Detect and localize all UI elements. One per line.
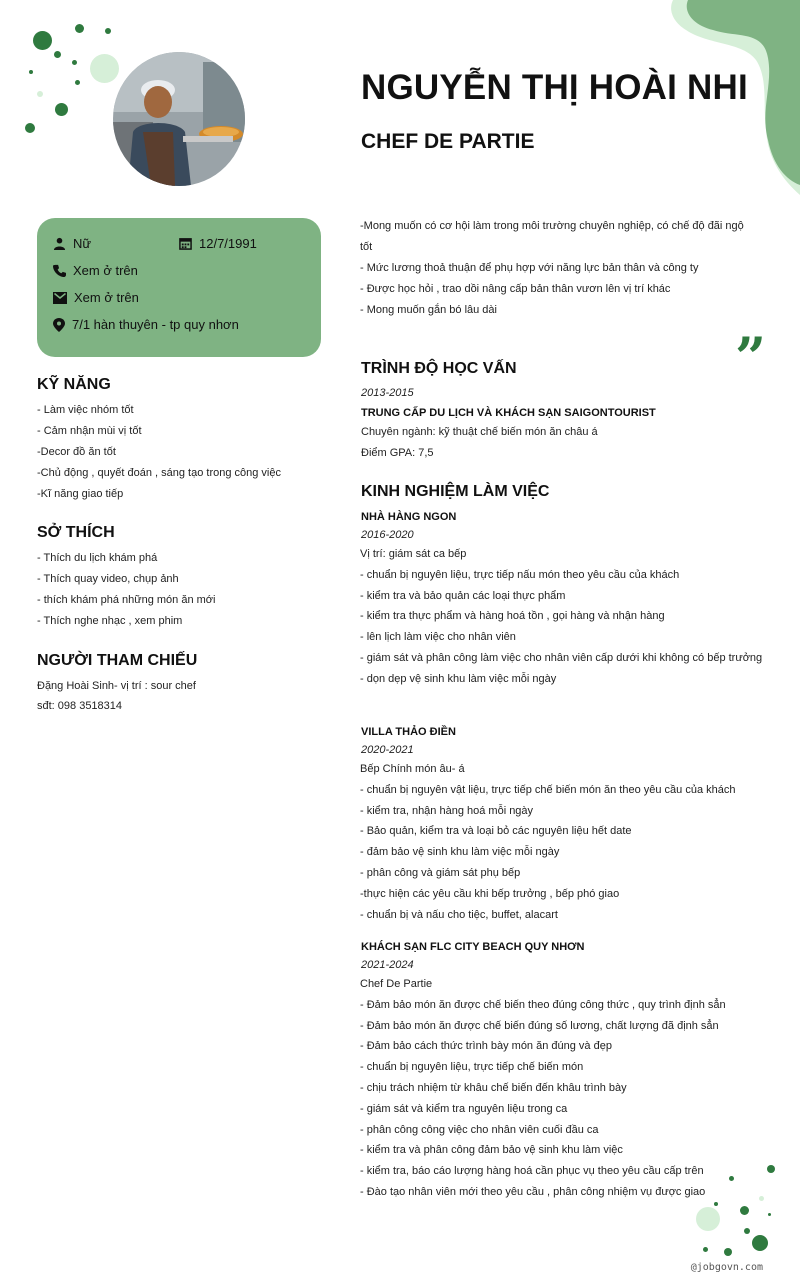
- list-item: - Mong muốn gắn bó lâu dài: [360, 304, 497, 316]
- list-item: - Làm việc nhóm tốt: [37, 404, 134, 416]
- job-duties-list: [360, 544, 763, 690]
- address-value: 7/1 hàn thuyên - tp quy nhơn: [72, 317, 239, 332]
- list-item: - Đào tạo nhân viên mới theo yêu cầu , phân công nhiệm vụ được giao: [360, 1185, 706, 1198]
- education-major: Chuyên ngành: kỹ thuật chế biến món ăn châu á: [361, 426, 598, 438]
- decor-dot: [75, 24, 84, 33]
- calendar-icon: [179, 237, 192, 250]
- list-item: - Đảm bảo cách thức trình bày món ăn đúng và đẹp: [360, 1040, 612, 1053]
- job-period: 2020-2021: [361, 744, 414, 756]
- references-title: NGƯỜI THAM CHIẾU: [37, 652, 198, 669]
- list-item: - dọn dẹp vệ sinh khu làm việc mỗi ngày: [360, 672, 557, 685]
- skills-list: [37, 400, 281, 505]
- list-item: - phân công công việc cho nhân viên cuối đầu ca: [360, 1123, 599, 1136]
- list-item: - giám sát và phân công làm việc cho nhân viên cấp dưới khi không có bếp trưởng: [360, 651, 763, 664]
- decor-dot: [703, 1247, 708, 1252]
- decor-dot: [767, 1165, 775, 1173]
- gender-value: Nữ: [73, 236, 92, 251]
- hobbies-title: SỞ THÍCH: [37, 524, 115, 541]
- phone-icon: [53, 264, 66, 277]
- phone-row: [53, 263, 138, 278]
- list-item: Bếp Chính món âu- á: [360, 763, 465, 775]
- list-item: - Đảm bảo món ăn được chế biến theo đúng công thức , quy trình định sẳn: [360, 998, 726, 1011]
- list-item: - kiểm tra, báo cáo lượng hàng hoá cần phục vụ theo yêu cầu cấp trên: [360, 1165, 704, 1178]
- list-item: - Thích nghe nhạc , xem phim: [37, 615, 183, 627]
- list-item: - Đảm bảo món ăn được chế biến đúng số lương, chất lượng đã định sẳn: [360, 1019, 719, 1032]
- list-item: - chuẩn bị và nấu cho tiệc, buffet, alacart: [360, 908, 558, 921]
- decor-dot: [740, 1206, 749, 1215]
- list-item: - kiểm tra thực phẩm và hàng hoá tồn , gọi hàng và nhận hàng: [360, 610, 665, 623]
- job-duties-list: [360, 974, 763, 1203]
- list-item: - kiểm tra và bảo quản các loại thực phẩm: [360, 589, 566, 602]
- education-gpa: Điểm GPA: 7,5: [361, 447, 434, 459]
- list-item: - thích khám phá những món ăn mới: [37, 594, 216, 606]
- list-item: Đặng Hoài Sinh- vị trí : sour chef: [37, 680, 196, 692]
- job-company: VILLA THẢO ĐIỀN: [361, 726, 456, 738]
- quote-mark-icon: ”: [735, 325, 767, 389]
- decor-dot: [29, 70, 33, 74]
- list-item: -Chủ động , quyết đoán , sáng tạo trong công việc: [37, 467, 281, 479]
- mail-icon: [53, 292, 67, 304]
- decor-dot: [696, 1207, 720, 1231]
- list-item: Vị trí: giám sát ca bếp: [360, 548, 467, 560]
- decor-dot: [54, 51, 61, 58]
- decor-dot: [90, 54, 119, 83]
- person-icon: [53, 237, 66, 250]
- contact-info-card: [37, 218, 321, 357]
- list-item: tốt: [360, 241, 373, 253]
- list-item: -thực hiện các yêu cầu khi bếp trưởng , bếp phó giao: [360, 887, 620, 900]
- watermark: @jobgovn.com: [690, 1262, 763, 1273]
- location-pin-icon: [53, 318, 65, 332]
- education-title: TRÌNH ĐỘ HỌC VẤN: [361, 360, 517, 377]
- decor-dot: [72, 60, 77, 65]
- job-company: KHÁCH SẠN FLC CITY BEACH QUY NHƠN: [361, 941, 585, 953]
- avatar: [113, 52, 245, 186]
- list-item: - Thích quay video, chụp ảnh: [37, 573, 179, 585]
- decor-dot: [55, 103, 68, 116]
- list-item: -Decor đồ ăn tốt: [37, 446, 116, 458]
- list-item: - đảm bảo vệ sinh khu làm việc mỗi ngày: [360, 846, 560, 859]
- list-item: sđt: 098 3518314: [37, 700, 123, 712]
- birthday-value: 12/7/1991: [199, 236, 257, 251]
- decor-dot: [105, 28, 111, 34]
- list-item: - phân công và giám sát phụ bếp: [360, 866, 521, 879]
- birthday-row: [179, 236, 257, 251]
- list-item: -Mong muốn có cơ hội làm trong môi trường chuyên nghiệp, có chế độ đãi ngộ: [360, 220, 744, 232]
- gender-row: [53, 236, 91, 251]
- list-item: - Thích du lịch khám phá: [37, 552, 158, 564]
- address-row: [53, 317, 239, 332]
- list-item: - chuẩn bị nguyên liệu, trực tiếp chế biến món: [360, 1061, 584, 1074]
- list-item: - lên lịch làm việc cho nhân viên: [360, 631, 516, 644]
- list-item: - giám sát và kiểm tra nguyên liệu trong ca: [360, 1102, 568, 1115]
- list-item: - chịu trách nhiệm từ khâu chế biến đến khâu trình bày: [360, 1081, 627, 1094]
- list-item: -Kĩ năng giao tiếp: [37, 488, 124, 500]
- skills-title: KỸ NĂNG: [37, 376, 111, 393]
- decor-dot: [724, 1248, 732, 1256]
- career-objectives: [360, 216, 744, 321]
- job-duties-list: [360, 759, 763, 925]
- decor-dot: [768, 1213, 771, 1216]
- decor-dot: [37, 91, 43, 97]
- decor-dot: [75, 80, 80, 85]
- list-item: Chef De Partie: [360, 978, 433, 990]
- hobbies-list: [37, 548, 215, 632]
- job-title: CHEF DE PARTIE: [361, 130, 535, 153]
- list-item: - chuẩn bị nguyên liệu, trực tiếp nấu món theo yêu cầu của khách: [360, 568, 680, 581]
- candidate-name: NGUYỄN THỊ HOÀI NHI: [361, 68, 748, 107]
- decor-dot: [752, 1235, 768, 1251]
- list-item: - kiểm tra, nhận hàng hoá mỗi ngày: [360, 804, 534, 817]
- job-period: 2016-2020: [361, 529, 414, 541]
- list-item: - Cảm nhận mùi vị tốt: [37, 425, 142, 437]
- email-row: [53, 290, 139, 305]
- references-list: [37, 676, 196, 716]
- phone-value: Xem ở trên: [73, 263, 138, 278]
- experience-title: KINH NGHIỆM LÀM VIỆC: [361, 483, 550, 500]
- education-school: TRUNG CẤP DU LỊCH VÀ KHÁCH SẠN SAIGONTOURIST: [361, 407, 656, 419]
- decor-dot: [25, 123, 35, 133]
- list-item: - chuẩn bị nguyên vật liệu, trực tiếp chế biến món ăn theo yêu cầu của khách: [360, 783, 736, 796]
- decor-dot: [33, 31, 52, 50]
- list-item: - Bảo quản, kiểm tra và loại bỏ các nguyên liệu hết date: [360, 825, 632, 838]
- job-company: NHÀ HÀNG NGON: [361, 511, 457, 523]
- list-item: - kiểm tra và phân công đảm bảo vệ sinh khu làm việc: [360, 1144, 623, 1157]
- email-value: Xem ở trên: [74, 290, 139, 305]
- education-period: 2013-2015: [361, 387, 414, 399]
- decor-dot: [744, 1228, 750, 1234]
- job-period: 2021-2024: [361, 959, 414, 971]
- list-item: - Được học hỏi , trao dồi nâng cấp bản thân vươn lên vị trí khác: [360, 283, 671, 295]
- list-item: - Mức lương thoả thuận để phụ hợp với năng lực bản thân và công ty: [360, 262, 699, 274]
